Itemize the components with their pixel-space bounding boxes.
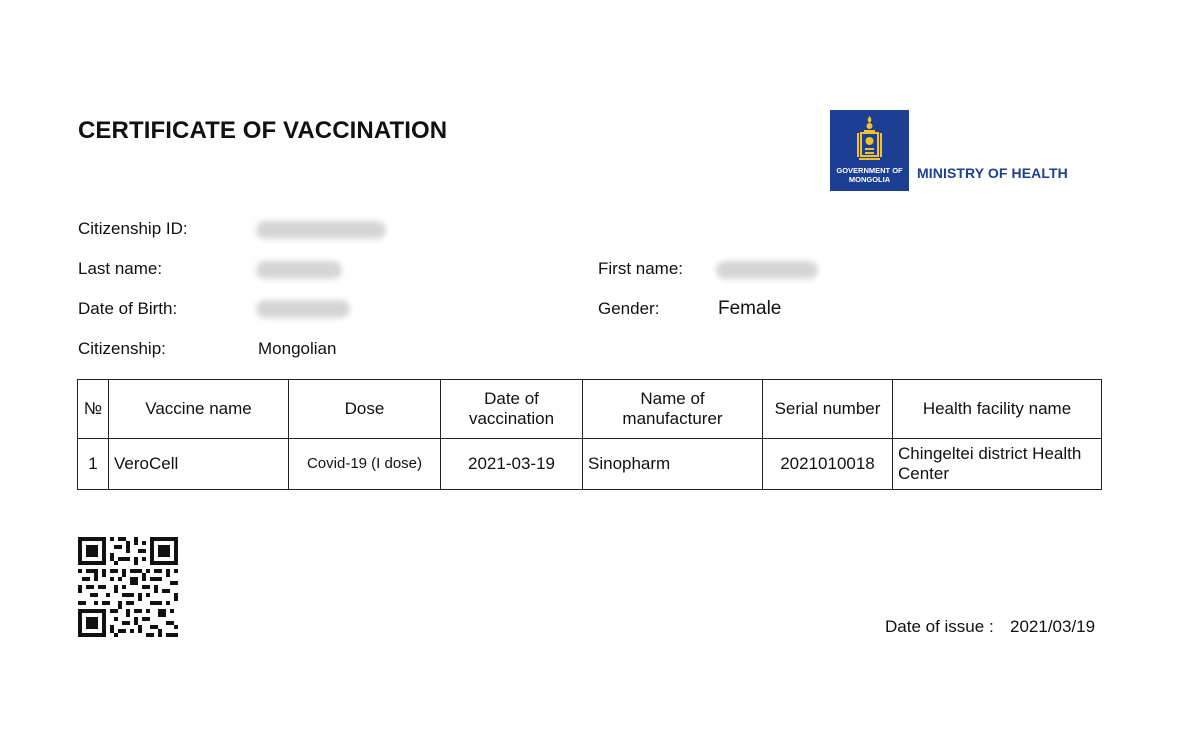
emblem-caption-line2: MONGOLIA [848,175,891,184]
citizenship-value: Mongolian [258,339,337,358]
cell-serial-number: 2021010018 [763,439,893,490]
header-dose: Dose [289,380,441,439]
header-health-facility: Health facility name [893,380,1102,439]
header-no: № [78,380,109,439]
date-of-issue-value: 2021/03/19 [1010,617,1096,636]
dob-label: Date of Birth: [78,299,178,318]
cell-date-of-vaccination: 2021-03-19 [441,439,583,490]
emblem-caption-line1: GOVERNMENT OF [836,166,903,175]
qr-code [78,537,178,637]
ministry-name: MINISTRY OF HEALTH [917,165,1068,181]
citizenship-id-redacted [256,221,386,239]
citizenship-label: Citizenship: [78,339,166,358]
cell-no: 1 [78,439,109,490]
emblem-caption [830,166,909,184]
first-name-label: First name: [598,259,684,278]
header-date-of-vaccination: Date of vaccination [441,380,583,439]
last-name-redacted [256,261,342,279]
header-serial-number: Serial number [763,380,893,439]
date-of-issue-label: Date of issue : [885,617,994,636]
cell-vaccine-name: VeroCell [109,439,289,490]
first-name-redacted [716,261,818,279]
table-header-row [78,380,1102,439]
vaccination-table [77,379,1102,490]
last-name-label: Last name: [78,259,163,278]
citizenship-id-label: Citizenship ID: [78,219,188,238]
cell-dose: Covid-19 (I dose) [289,439,441,490]
header-manufacturer: Name of manufacturer [583,380,763,439]
dob-redacted [256,300,350,318]
gender-label: Gender: [598,299,660,318]
gender-value: Female [718,298,782,319]
cell-manufacturer: Sinopharm [583,439,763,490]
table-row [78,439,1102,490]
certificate-title: CERTIFICATE OF VACCINATION [78,117,448,144]
cell-health-facility: Chingeltei district Health Center [893,439,1102,490]
government-emblem-logo [830,110,909,191]
header-vaccine-name: Vaccine name [109,380,289,439]
